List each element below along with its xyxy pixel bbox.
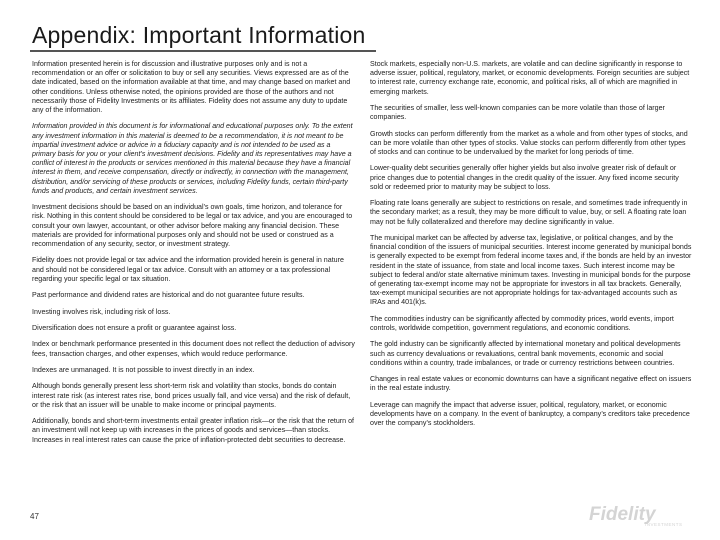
disclosure-paragraph: Stock markets, especially non-U.S. markets, are volatile and can decline significantly in response to adverse issuer, political, regulatory, market, or economic developments. Foreign securities are subject to interest rate, currency exchange rate, economic, and political risks, all of which are magnified in emerging markets. <box>370 60 690 96</box>
disclosure-paragraph: Investment decisions should be based on an individual’s own goals, time horizon, and tolerance for risk. Nothing in this content should be considered to be legal or tax advice, and you are encouraged to consult your own lawyer, accountant, or other advisor before making any financial decision. These materials are provided for informational purposes only and should not be used or construed as a recommendation of any security, sector, or investment strategy. <box>32 203 353 249</box>
disclosure-paragraph: Past performance and dividend rates are historical and do not guarantee future results. <box>32 291 305 300</box>
disclosure-paragraph: Leverage can magnify the impact that adverse issuer, political, regulatory, market, or economic developments have on a company. In the event of bankruptcy, a company’s creditors take precedence over the company’s stockholders. <box>370 400 690 428</box>
disclosure-paragraph: Growth stocks can perform differently from the market as a whole and from other types of stocks, and can be more volatile than other types of stocks. Value stocks can perform differently from other types of stocks and can continue to be undervalued by the market for long periods of time. <box>370 129 688 156</box>
disclosure-paragraph: Diversification does not ensure a profit or guarantee against loss. <box>32 324 237 332</box>
disclosure-paragraph: Information presented herein is for discussion and illustrative purposes only and is not a recommendation or an offer or solicitation to buy or sell any securities. Views expressed are as of the date indicated, based on the information available at that time, and may change based on market and other conditions. Unless otherwise noted, the opinions provided are those of the authors and not necessarily those of Fidelity Investments or its affiliates. Fidelity does not assume any duty to update any of the information. <box>32 60 351 115</box>
disclosure-paragraph: Indexes are unmanaged. It is not possible to invest directly in an index. <box>32 365 255 374</box>
page-title: Appendix: Important Information <box>32 22 366 48</box>
disclosure-paragraph: Although bonds generally present less short-term risk and volatility than stocks, bonds do contain interest rate risk (as interest rates rise, bond prices usually fall, and vice versa) and the risk of default, or the risk that an issuer will be unable to make income or principal payments. <box>32 382 351 409</box>
disclosure-paragraph: The commodities industry can be significantly affected by commodity prices, world events, import controls, worldwide competition, government regulations, and economic conditions. <box>370 314 674 332</box>
right-column <box>370 60 692 436</box>
svg-text:INVESTMENTS: INVESTMENTS <box>645 522 683 527</box>
disclosure-paragraph: The securities of smaller, less well-known companies can be more volatile than those of larger companies. <box>370 104 665 122</box>
disclosure-paragraph: Information provided in this document is for informational and educational purposes only. To the extent any investment information in this material is deemed to be a recommendation, it is not meant to be impartial investment advice or advice in a fiduciary capacity and is not intended to be used as a primary basis for you or your client’s investment decisions. Fidelity and its representatives may have a conflict of interest in the products or services mentioned in this material because they have a financial interest in them, and receive compensation, directly or indirectly, in connection with the management, distribution, and/or servicing of these products or services, including Fidelity funds, certain third-party funds and products, and certain investment services. <box>32 122 353 195</box>
disclosure-paragraph: The municipal market can be affected by adverse tax, legislative, or political changes, and by the financial condition of the issuers of municipal securities. Interest income generated by municipal bonds is generally expected to be exempt from federal income taxes and, if the bonds are held by an investor resident in the state of issuance, from state and local income taxes. Such interest income may be subject to federal and/or state alternative minimum taxes. Investing in municipal bonds for the purpose of generating tax-exempt income may not be appropriate for investors in all tax brackets. Generally, tax-exempt municipal securities are not appropriate holdings for tax-advantaged accounts such as IRAs and 401(k)s. <box>370 233 692 307</box>
disclosure-paragraph: Investing involves risk, including risk of loss. <box>32 307 171 316</box>
left-column <box>32 60 355 452</box>
disclosure-paragraph: Index or benchmark performance presented in this document does not reflect the deduction of advisory fees, transaction charges, and other expenses, which would reduce performance. <box>32 340 355 358</box>
disclosure-paragraph: Floating rate loans generally are subject to restrictions on resale, and sometimes trade infrequently in the secondary market; as a result, they may be more difficult to value, buy, or sell. A floating rate loan may not be fully collateralized and therefore may decline significantly in value. <box>370 199 688 226</box>
fidelity-logo <box>589 503 693 527</box>
disclosure-paragraph: The gold industry can be significantly affected by international monetary and political developments such as currency devaluations or revaluations, central bank movements, economic and social conditions within a country, trade imbalances, or trade or currency restrictions between countries. <box>370 340 681 367</box>
disclosure-paragraph: Fidelity does not provide legal or tax advice and the information provided herein is general in nature and should not be considered legal or tax advice. Consult with an attorney or a tax professional regarding your specific legal or tax situation. <box>32 256 344 283</box>
disclosure-paragraph: Additionally, bonds and short-term investments entail greater inflation risk—or the risk that the return of an investment will not keep up with increases in the prices of goods and services—than stocks. Increases in real interest rates can cause the price of inflation-protected debt securities to decrease. <box>32 417 354 444</box>
disclosure-paragraph: Changes in real estate values or economic downturns can have a significant negative effect on issuers in the real estate industry. <box>370 375 692 393</box>
page-number: 47 <box>30 512 39 521</box>
title-underline <box>30 50 376 52</box>
svg-text:Fidelity: Fidelity <box>589 504 656 525</box>
disclosure-paragraph: Lower-quality debt securities generally offer higher yields but also involve greater risk of default or price changes due to potential changes in the credit quality of the issuer. Any fixed income security sold or redeemed prior to maturity may be subject to loss. <box>370 164 679 191</box>
